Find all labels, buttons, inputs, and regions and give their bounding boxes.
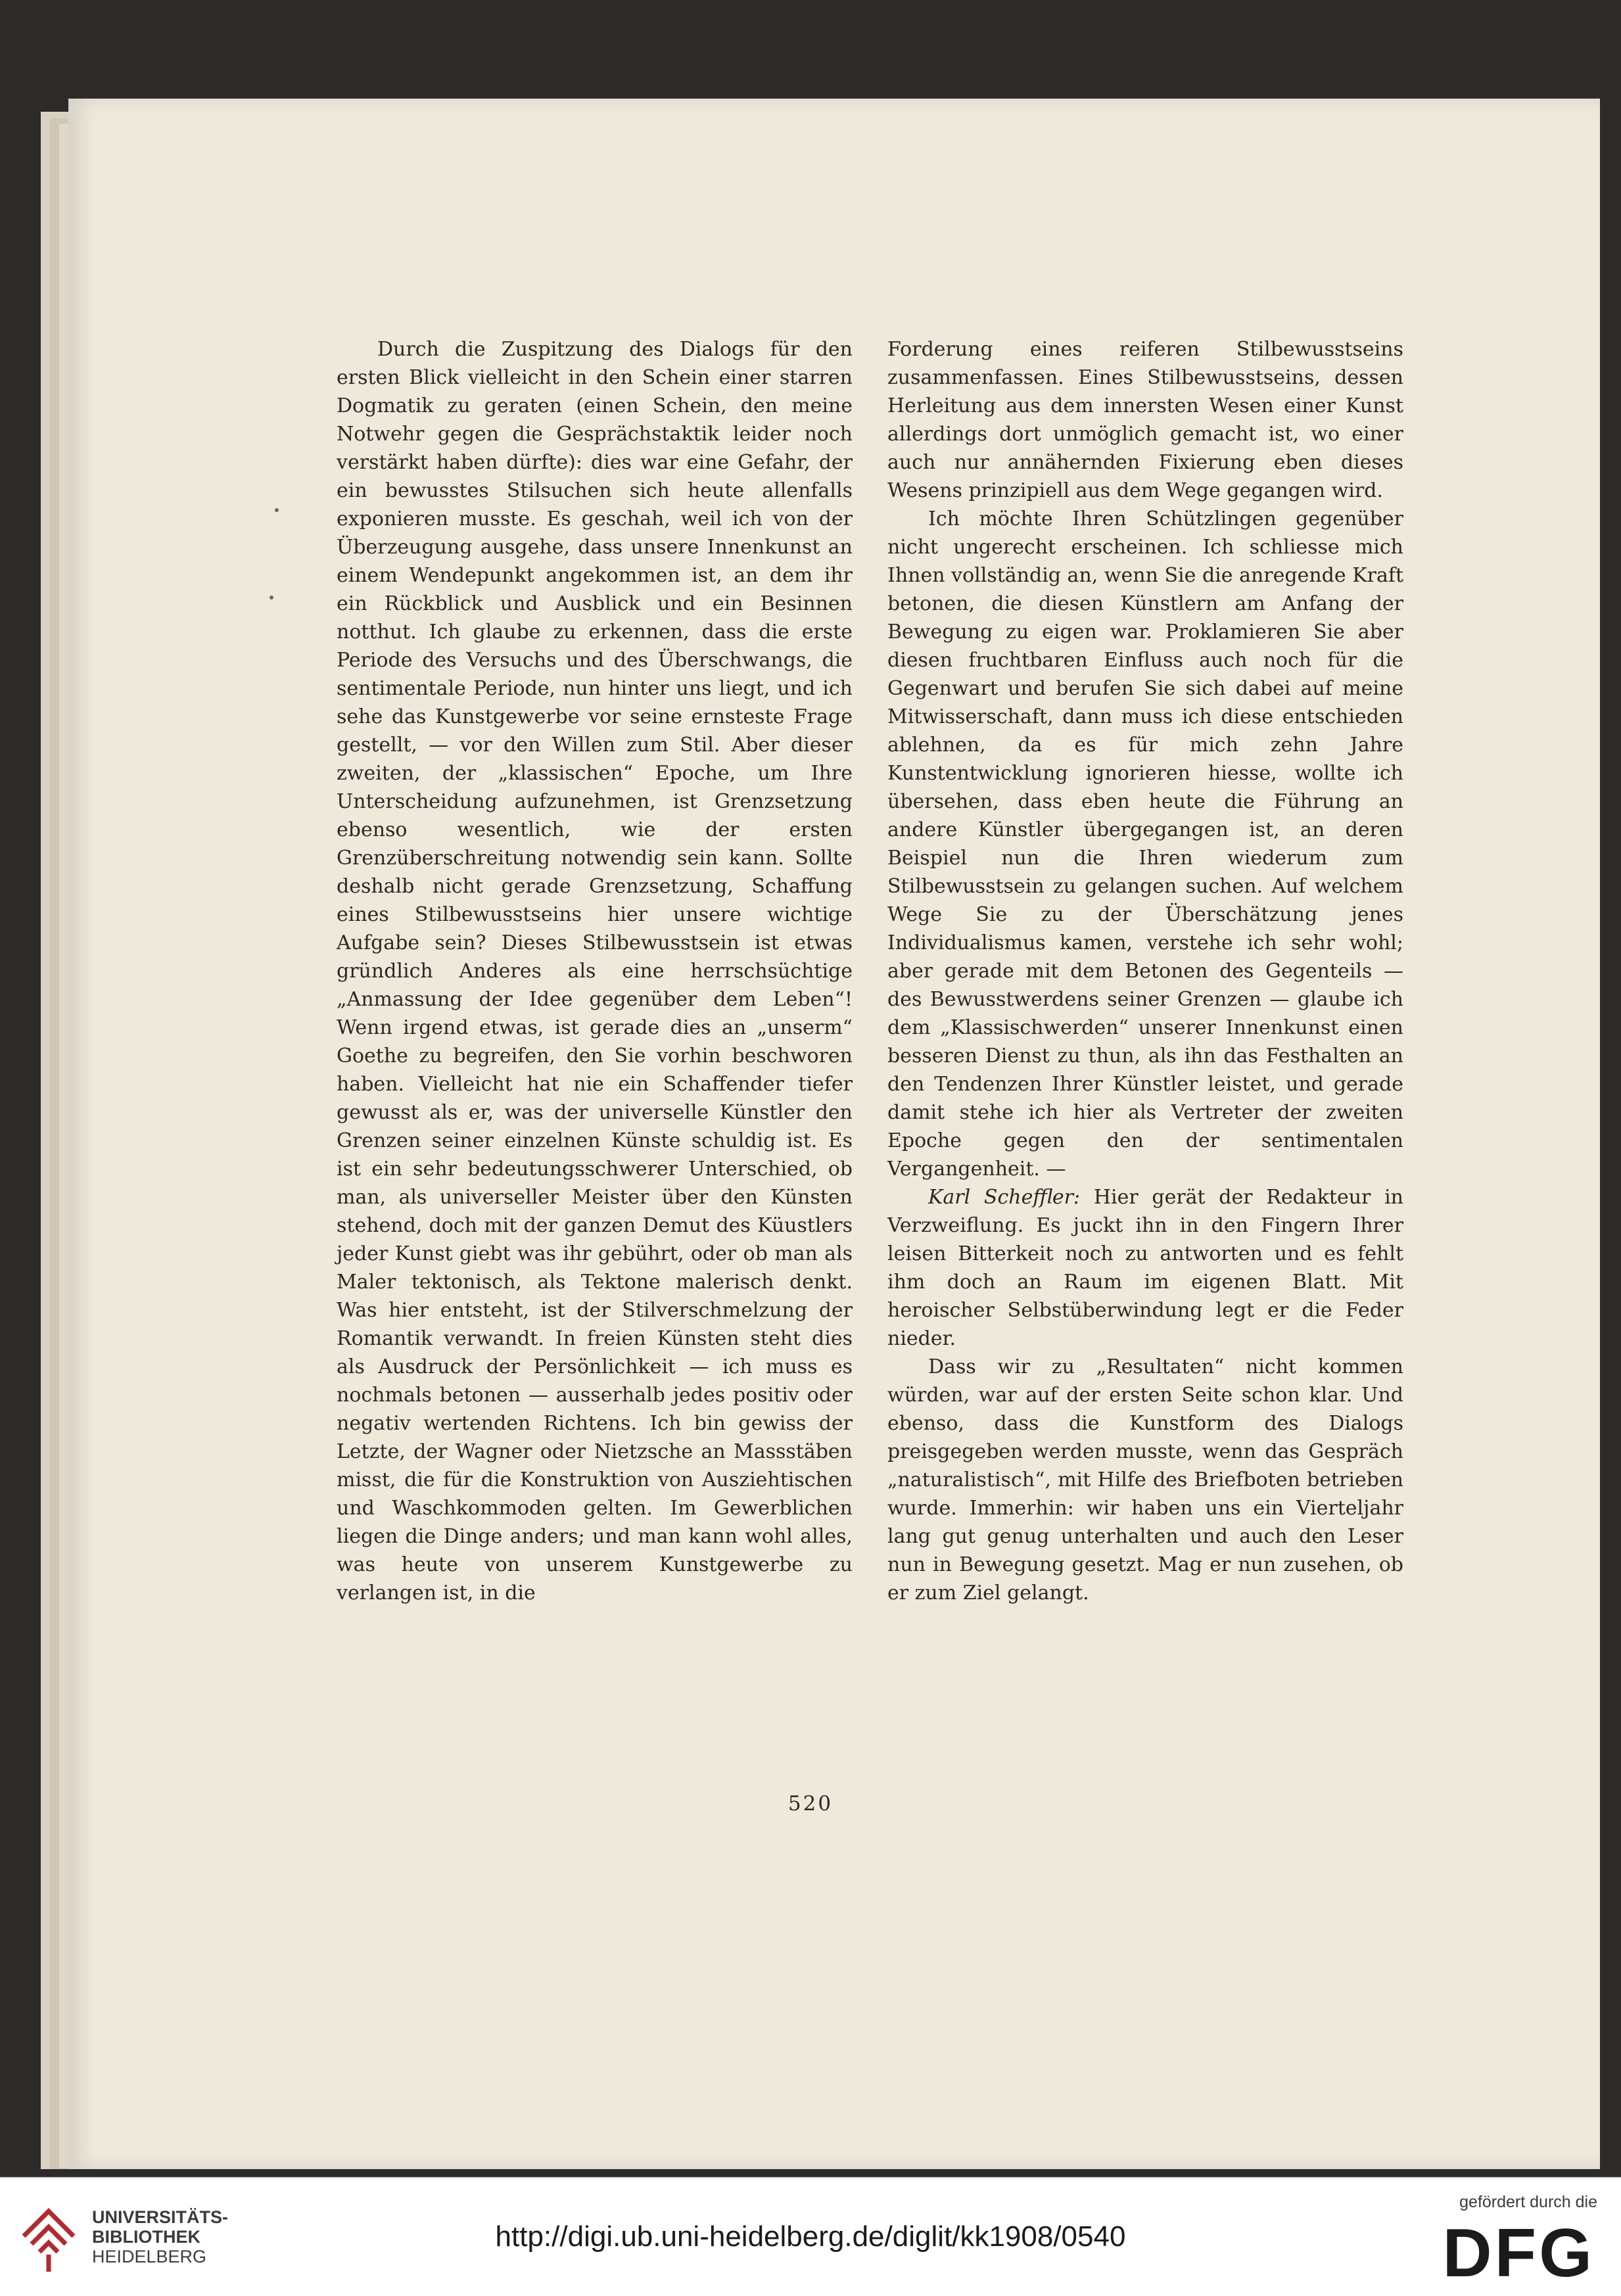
funding-caption: gefördert durch die (1459, 2193, 1597, 2211)
paragraph-text: Forderung eines reiferen Stilbewusstseins zusammenfassen. Eines Stilbewusstseins, dessen Herleitung aus dem innersten Wesen einer Kunst allerdings dort unmöglich gemacht ist, wo einer auch nur annähernden Fixierung eben dieses Wesens prinzipiell aus dem Wege gegangen wird. (887, 338, 1403, 502)
margin-mark (270, 596, 273, 599)
left-text-column (337, 335, 853, 1607)
paragraph: Durch die Zuspitzung des Dialogs für den ersten Blick vielleicht in den Schein einer starren Dogmatik zu geraten (einen Schein, den meine Notwehr gegen die Gesprächstaktik leider noch verstärkt haben dürfte): dies war eine Gefahr, der ein bewusstes Stilsuchen sich heute allenfalls exponieren musste. Es geschah, weil ich von der Überzeugung ausgehe, dass unsere Innenkunst an einem Wendepunkt angekommen ist, an dem ihr ein Rückblick und Ausblick und ein Besinnen notthut. Ich glaube zu erkennen, dass die erste Periode des Versuchs und des Überschwangs, die sentimentale Periode, nun hinter uns liegt, und ich sehe das Kunstgewerbe vor seine ernsteste Frage gestellt, — vor den Willen zum Stil. Aber dieser zweiten, der „klassischen“ Epoche, um Ihre Unterscheidung aufzunehmen, ist Grenzsetzung ebenso wesentlich, wie der ersten Grenzüberschreitung notwendig sein kann. Sollte deshalb nicht gerade Grenzsetzung, Schaffung eines Stilbewusstseins hier unsere wichtige Aufgabe sein? Dieses Stilbewusstsein ist etwas gründlich Anderes als eine herrschsüchtige „Anmassung der Idee gegenüber dem Leben“! Wenn irgend etwas, ist gerade dies an „unserm“ Goethe zu begreifen, den Sie vorhin beschworen haben. Vielleicht hat nie ein Schaffender tiefer gewusst als er, was der universelle Künstler den Grenzen seiner einzelnen Künste schuldig ist. Es ist ein sehr bedeutungsschwerer Unterschied, ob man, als universeller Meister über den Künsten stehend, doch mit der ganzen Demut des Küustlers jeder Kunst giebt was ihr gebührt, oder ob man als Maler tektonisch, als Tektone malerisch denkt. Was hier entsteht, ist der Stilverschmelzung der Romantik verwandt. In freien Künsten steht dies als Ausdruck der Persönlichkeit — ich muss es nochmals betonen — ausserhalb jedes positiv oder negativ wertenden Richtens. Ich bin gewiss der Letzte, der Wagner oder Nietzsche an Massstäben misst, die für die Konstruktion von Ausziehtischen und Waschkommoden gelten. Im Gewerblichen liegen die Dinge anders; und man kann wohl alles, was heute von unserem Kunstgewerbe zu verlangen ist, in die (337, 338, 853, 1605)
right-text-column (887, 335, 1403, 1607)
paragraph (887, 505, 1403, 1183)
margin-mark (275, 508, 279, 512)
speaker-name: Karl Scheffler: (928, 1186, 1081, 1209)
library-name-line: UNIVERSITÄTS- (92, 2207, 229, 2227)
paragraph-text: Ich möchte Ihren Schützlingen gegenüber nicht ungerecht erscheinen. Ich schliesse mich Ihnen vollständig an, wenn Sie die anregende Kraft betonen, die diesen Künstlern am Anfang der Bewegung zu eigen war. Proklamieren Sie aber diesen fruchtbaren Einfluss auch noch für die Gegenwart und berufen Sie sich dabei auf meine Mitwisserschaft, dann muss ich diese entschieden ablehnen, da es für mich zehn Jahre Kunstentwicklung ignorieren hiesse, wollte ich übersehen, dass eben heute die Führung an andere Künstler übergegangen ist, an deren Beispiel nun die Ihren wiederum zum Stilbewusstsein zu gelangen suchen. Auf welchem Wege Sie zu der Überschätzung jenes Individualismus kamen, verstehe ich sehr wohl; aber gerade mit dem Betonen des Gegenteils — des Bewusstwerdens seiner Grenzen — glaube ich dem „Klassischwerden“ unserer Innenkunst einen besseren Dienst zu thun, als ihn das Festhalten an den Tendenzen Ihrer Künstler leistet, und gerade damit stehe ich hier als Vertreter der zweiten Epoche gegen den der sentimentalen Vergangenheit. — (887, 507, 1403, 1181)
paragraph (887, 335, 1403, 505)
paragraph (887, 1183, 1403, 1353)
digitization-footer (0, 2177, 1621, 2296)
library-name-line: BIBLIOTHEK (92, 2227, 200, 2247)
permalink-url[interactable]: http://digi.ub.uni-heidelberg.de/diglit/kk1908/0540 (495, 2220, 1126, 2253)
paragraph (887, 1353, 1403, 1607)
dfg-logo[interactable]: DFG (1442, 2215, 1595, 2291)
paragraph-text: Hier gerät der Redakteur in Verzweiflung. Es juckt ihn in den Fingern Ihrer leisen Bitterkeit noch zu antworten und es fehlt ihm doch an Raum im eigenen Blatt. Mit heroischer Selbstüberwindung legt er die Feder nieder. (887, 1186, 1403, 1350)
library-name-line: HEIDELBERG (92, 2247, 207, 2266)
page-number: 520 (787, 1792, 834, 1816)
paragraph-text: Dass wir zu „Resultaten“ nicht kommen würden, war auf der ersten Seite schon klar. Und ebenso, dass die Kunstform des Dialogs preisgegeben werden musste, wenn das Gespräch „naturalistisch“, mit Hilfe des Briefboten betrieben wurde. Immerhin: wir haben uns ein Vierteljahr lang gut genug unterhalten und auch den Leser nun in Bewegung gesetzt. Mag er nun zusehen, ob er zum Ziel gelangt. (887, 1355, 1403, 1605)
